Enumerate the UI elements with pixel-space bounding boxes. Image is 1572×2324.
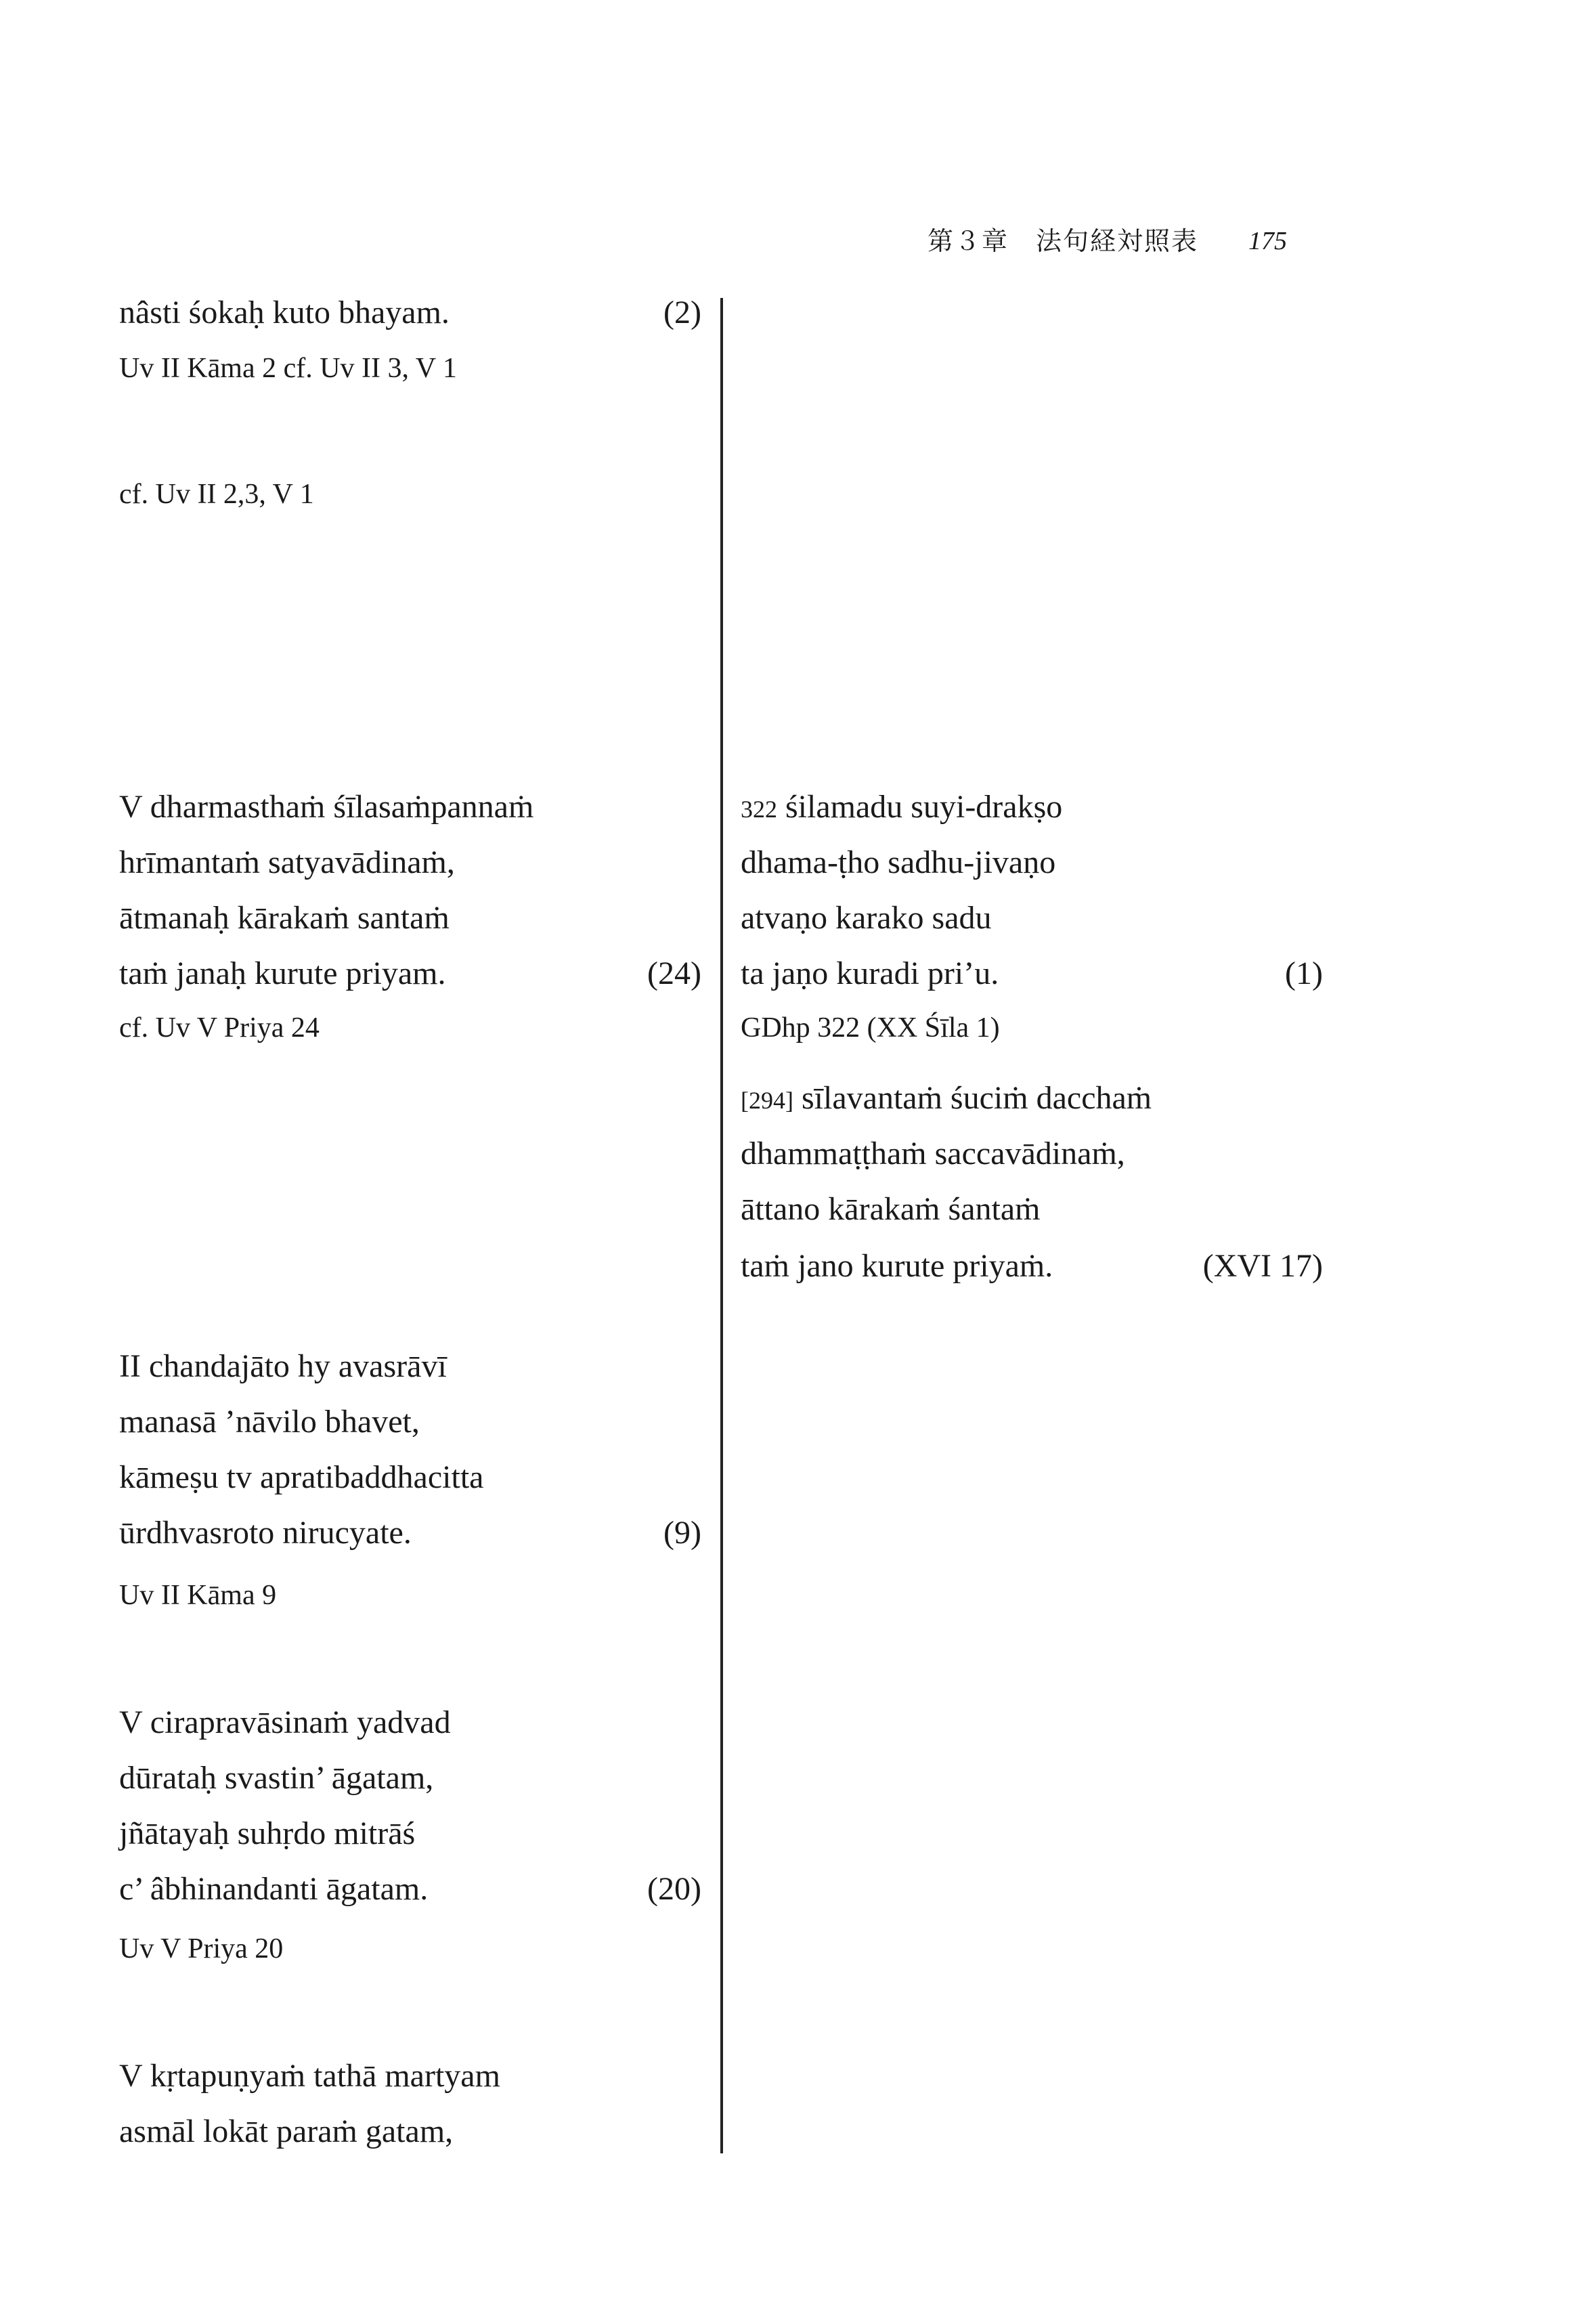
text-line: dūrataḥ svastin’ āgatam,: [119, 1760, 434, 1796]
text-line: nâsti śokaḥ kuto bhayam. (2): [119, 284, 701, 341]
verse-index: [294]: [741, 1087, 793, 1114]
verse-number: (2): [663, 295, 701, 330]
reference-line: Uv II Kāma 9: [119, 1580, 277, 1611]
text-line: 322 śilamadu suyi-drakṣo: [741, 789, 1063, 825]
page-header: [927, 221, 1334, 261]
verse-number: (XVI 17): [1202, 1248, 1323, 1284]
text-line: kāmeṣu tv apratibaddhacitta: [119, 1459, 484, 1495]
text-line: asmāl lokāt paraṁ gatam,: [119, 2113, 454, 2149]
column-divider: [720, 298, 723, 2153]
text-line: II chandajāto hy avasrāvī: [119, 1348, 447, 1384]
reference-line: Uv V Priya 20: [119, 1933, 284, 1964]
text-line: V dharmasthaṁ śīlasaṁpannaṁ: [119, 789, 534, 825]
text-line: ātmanaḥ kārakaṁ santaṁ: [119, 900, 450, 936]
text-line: c’ âbhinandanti āgatam. (20): [119, 1861, 701, 1918]
text-line: jñātayaḥ suhṛdo mitrāś: [119, 1815, 416, 1851]
verse-number: (9): [663, 1515, 701, 1551]
verse-number: (1): [1285, 955, 1323, 991]
text-line: V kṛtapuṇyaṁ tathā martyam: [119, 2058, 500, 2094]
text-line: dhammaṭṭhaṁ saccavādinaṁ,: [741, 1136, 1125, 1171]
verse-index: 322: [741, 796, 777, 823]
reference-line: cf. Uv V Priya 24: [119, 1012, 320, 1043]
text-line: hrīmantaṁ satyavādinaṁ,: [119, 844, 455, 880]
reference-line: GDhp 322 (XX Śīla 1): [741, 1012, 1000, 1043]
reference-line: cf. Uv II 2,3, V 1: [119, 479, 314, 510]
text-line: manasā ’nāvilo bhavet,: [119, 1404, 420, 1440]
text-line: ta jaṇo kuradi pri’u. (1): [741, 945, 1323, 1002]
chapter-title: 第３章 法句経対照表: [927, 226, 1199, 256]
text-line: āttano kārakaṁ śantaṁ: [741, 1191, 1041, 1227]
text-line: taṁ jano kurute priyaṁ. (XVI 17): [741, 1238, 1323, 1295]
page-number: 175: [1248, 227, 1287, 255]
reference-line: Uv II Kāma 2 cf. Uv II 3, V 1: [119, 353, 457, 384]
text-line: V cirapravāsinaṁ yadvad: [119, 1704, 451, 1740]
verse-number: (20): [647, 1871, 701, 1907]
text-line: taṁ janaḥ kurute priyam. (24): [119, 945, 701, 1002]
text-line: dhama-ṭho sadhu-jivaṇo: [741, 844, 1056, 880]
verse-number: (24): [647, 955, 701, 991]
text-line: [294] sīlavantaṁ śuciṁ dacchaṁ: [741, 1080, 1152, 1116]
text-line: ūrdhvasroto nirucyate. (9): [119, 1505, 701, 1562]
text-line: atvaṇo karako sadu: [741, 900, 992, 936]
